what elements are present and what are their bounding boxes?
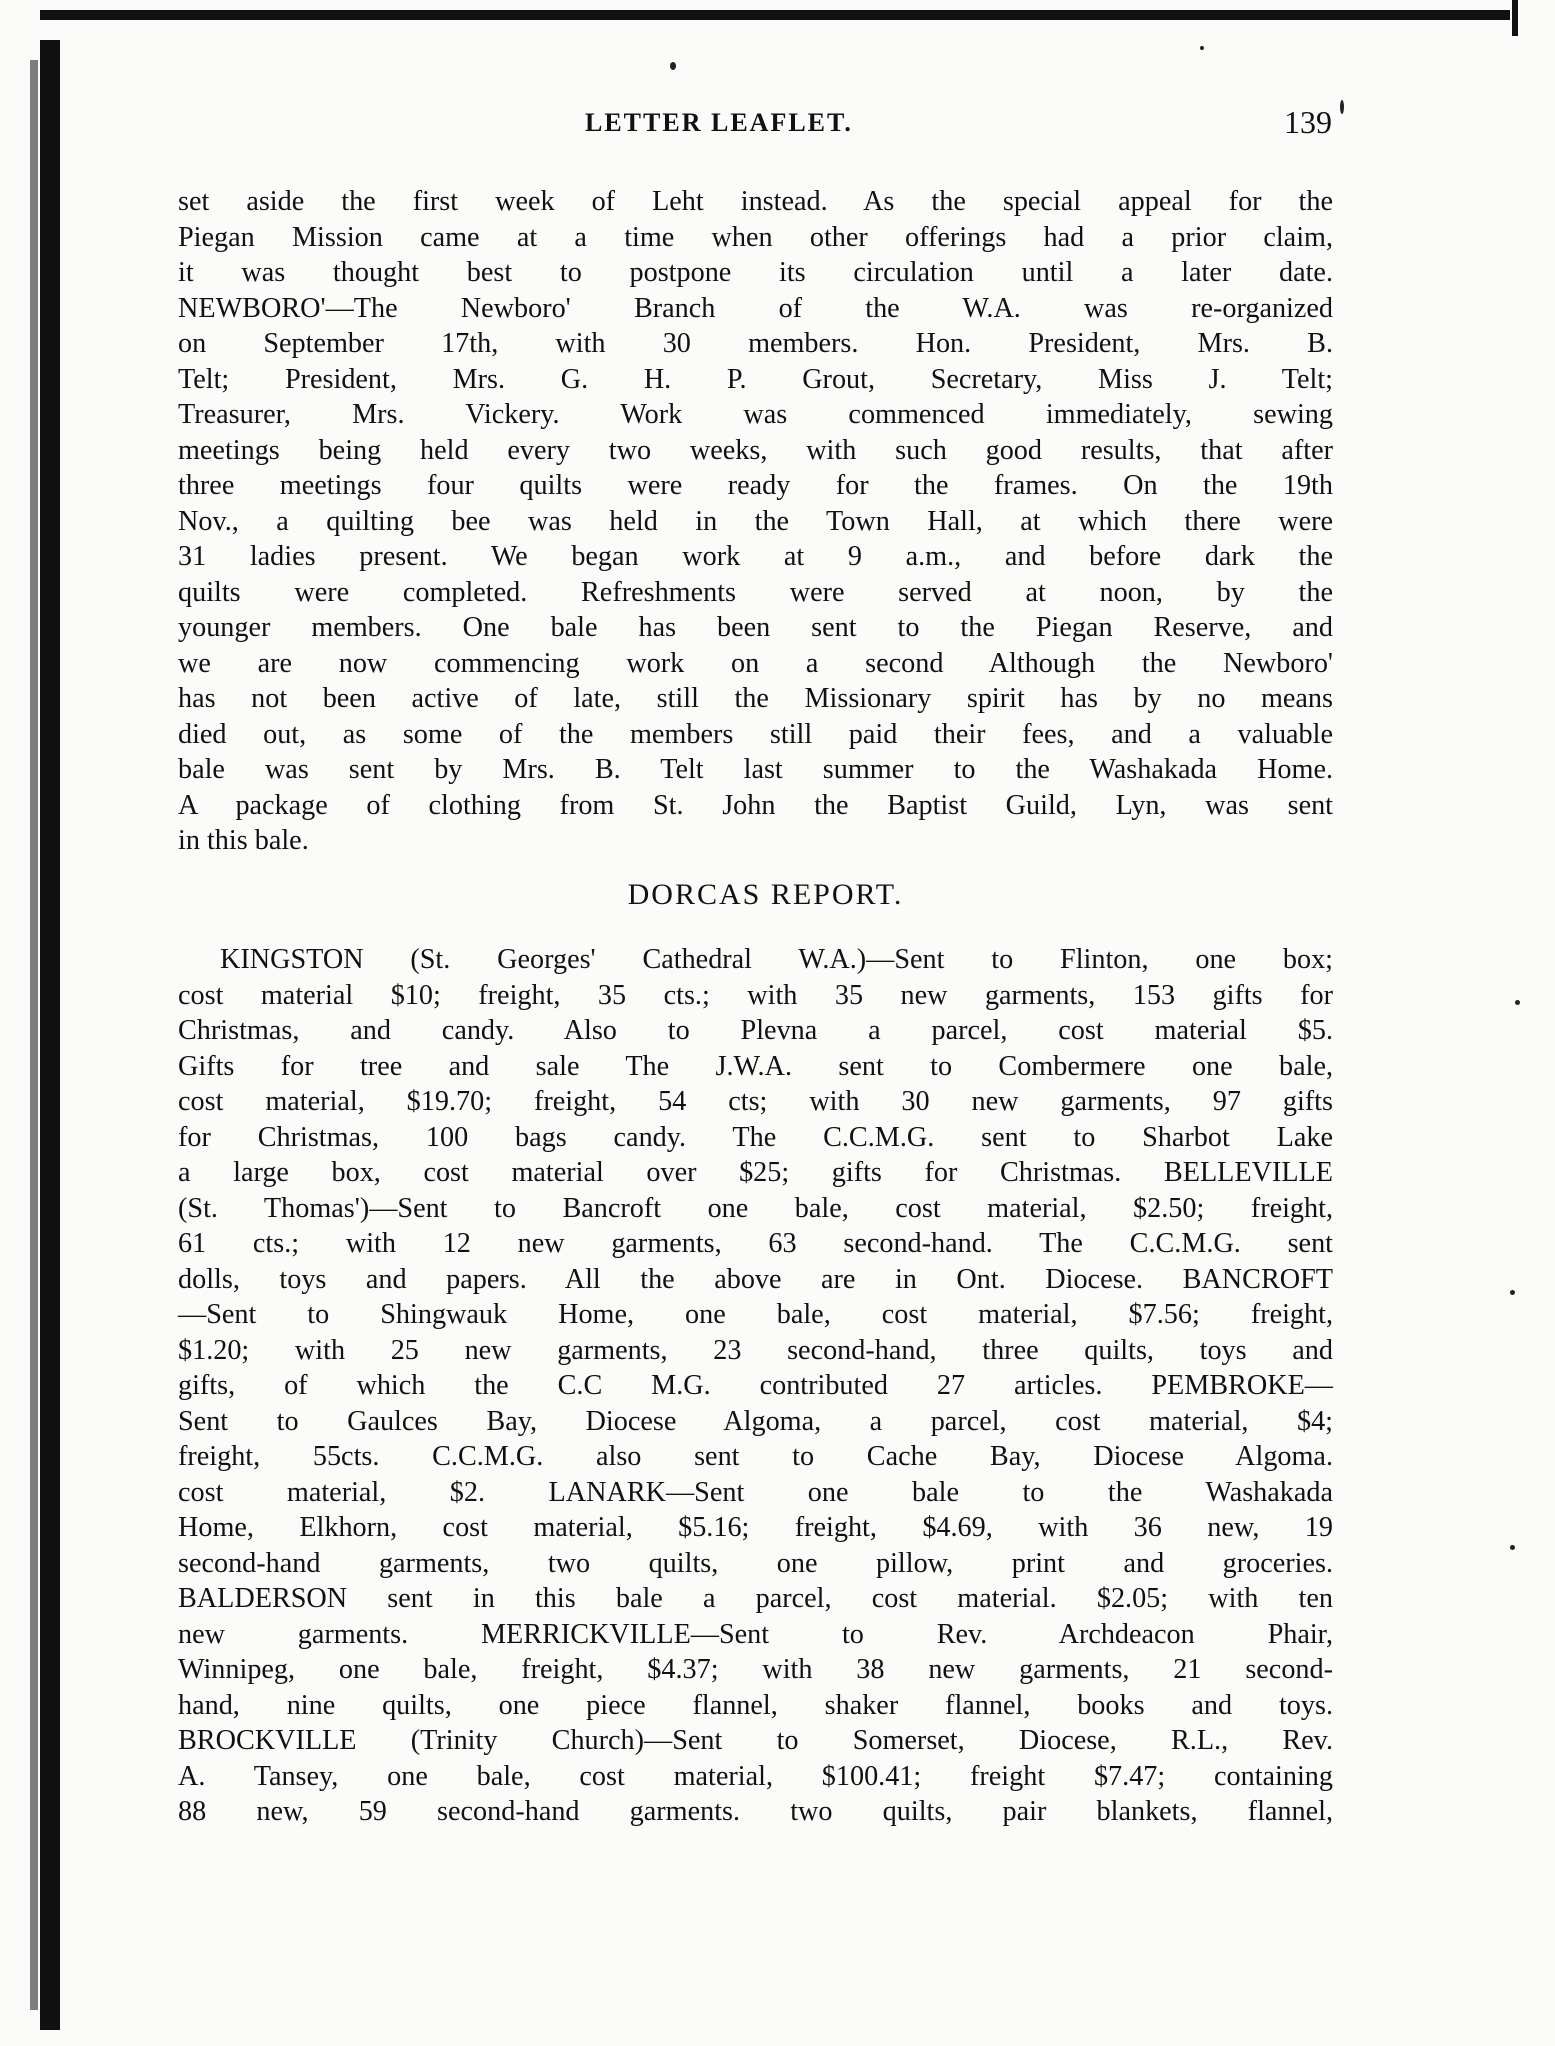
text-line: meetings being held every two weeks, with such good results, that after	[178, 434, 1333, 466]
report-line: hand, nine quilts, one piece flannel, shaker flannel, books and toys.	[178, 1689, 1333, 1721]
report-line: dolls, toys and papers. All the above are in Ont. Diocese. BANCROFT	[178, 1263, 1333, 1295]
section-heading: DORCAS REPORT.	[627, 877, 904, 911]
report-line: Christmas, and candy. Also to Plevna a parcel, cost material $5.	[178, 1015, 1333, 1046]
report-line: cost material, $2. LANARK—Sent one bale to the Washakada	[178, 1476, 1333, 1508]
scan-speck	[1340, 100, 1344, 114]
report-line: cost material $10; freight, 35 cts.; with 35 new garments, 153 gifts for	[178, 979, 1333, 1011]
text-line: 31 ladies present. We began work at 9 a.m., and before dark the	[178, 541, 1333, 572]
text-line: set aside the first week of Leht instead. As the special appeal for the	[178, 186, 1333, 217]
report-line: Gifts for tree and sale The J.W.A. sent to Combermere one bale,	[178, 1050, 1333, 1082]
report-line: freight, 55cts. C.C.M.G. also sent to Cache Bay, Diocese Algoma.	[178, 1441, 1333, 1472]
scan-speck	[1510, 1290, 1515, 1295]
text-line: younger members. One bale has been sent to the Piegan Reserve, and	[178, 612, 1333, 643]
scan-edge-left	[40, 40, 60, 2030]
scan-edge-right	[1512, 0, 1518, 36]
report-line: $1.20; with 25 new garments, 23 second-hand, three quilts, toys and	[178, 1334, 1333, 1366]
text-line: NEWBORO'—The Newboro' Branch of the W.A. was re-organized	[178, 292, 1333, 324]
text-line: three meetings four quilts were ready for the frames. On the 19th	[178, 470, 1333, 501]
report-line: cost material, $19.70; freight, 54 cts; with 30 new garments, 97 gifts	[178, 1086, 1333, 1117]
scan-speck	[1515, 1000, 1520, 1005]
report-line: KINGSTON (St. Georges' Cathedral W.A.)—Sent to Flinton, one box;	[220, 944, 1333, 975]
report-line: A. Tansey, one bale, cost material, $100.41; freight $7.47; containing	[178, 1760, 1333, 1792]
running-head: LETTER LEAFLET.	[585, 108, 853, 137]
report-line: (St. Thomas')—Sent to Bancroft one bale, cost material, $2.50; freight,	[178, 1192, 1333, 1224]
text-line: Nov., a quilting bee was held in the Town Hall, at which there were	[178, 505, 1333, 537]
page-number: 139	[1284, 104, 1332, 140]
scan-speck	[1200, 46, 1204, 50]
scan-speck	[670, 62, 676, 70]
report-line: 88 new, 59 second-hand garments. two quilts, pair blankets, flannel,	[178, 1796, 1333, 1827]
text-line: Piegan Mission came at a time when other offerings had a prior claim,	[178, 221, 1333, 253]
scan-edge-left-shadow	[30, 60, 38, 2010]
report-line: BROCKVILLE (Trinity Church)—Sent to Somerset, Diocese, R.L., Rev.	[178, 1725, 1333, 1756]
text-line: Telt; President, Mrs. G. H. P. Grout, Secretary, Miss J. Telt;	[178, 363, 1333, 395]
text-line: it was thought best to postpone its circulation until a later date.	[178, 257, 1333, 288]
report-line: for Christmas, 100 bags candy. The C.C.M.G. sent to Sharbot Lake	[178, 1121, 1333, 1153]
report-line: Home, Elkhorn, cost material, $5.16; freight, $4.69, with 36 new, 19	[178, 1512, 1333, 1543]
report-line: 61 cts.; with 12 new garments, 63 second-hand. The C.C.M.G. sent	[178, 1228, 1333, 1259]
text-line: has not been active of late, still the Missionary spirit has by no means	[178, 683, 1333, 714]
report-line: new garments. MERRICKVILLE—Sent to Rev. Archdeacon Phair,	[178, 1618, 1333, 1650]
report-line: second-hand garments, two quilts, one pillow, print and groceries.	[178, 1547, 1333, 1579]
report-line: a large box, cost material over $25; gifts for Christmas. BELLEVILLE	[178, 1157, 1333, 1188]
report-line: —Sent to Shingwauk Home, one bale, cost material, $7.56; freight,	[178, 1299, 1333, 1330]
report-line: Sent to Gaulces Bay, Diocese Algoma, a parcel, cost material, $4;	[178, 1405, 1333, 1437]
text-line: in this bale.	[178, 825, 309, 856]
text-line: quilts were completed. Refreshments were served at noon, by the	[178, 576, 1333, 608]
text-line: A package of clothing from St. John the Baptist Guild, Lyn, was sent	[178, 789, 1333, 821]
text-line: bale was sent by Mrs. B. Telt last summer to the Washakada Home.	[178, 754, 1333, 785]
scan-speck	[1510, 1545, 1515, 1550]
text-line: on September 17th, with 30 members. Hon. President, Mrs. B.	[178, 328, 1333, 359]
report-line: BALDERSON sent in this bale a parcel, cost material. $2.05; with ten	[178, 1583, 1333, 1614]
scan-edge-top	[40, 10, 1510, 20]
text-line: we are now commencing work on a second Although the Newboro'	[178, 647, 1333, 679]
body-text	[178, 184, 1333, 1830]
report-line: Winnipeg, one bale, freight, $4.37; with 38 new garments, 21 second-	[178, 1654, 1333, 1685]
text-line: died out, as some of the members still paid their fees, and a valuable	[178, 718, 1333, 750]
text-line: Treasurer, Mrs. Vickery. Work was commenced immediately, sewing	[178, 399, 1333, 430]
page-header	[180, 104, 1340, 158]
report-line: gifts, of which the C.C M.G. contributed 27 articles. PEMBROKE—	[178, 1370, 1333, 1401]
